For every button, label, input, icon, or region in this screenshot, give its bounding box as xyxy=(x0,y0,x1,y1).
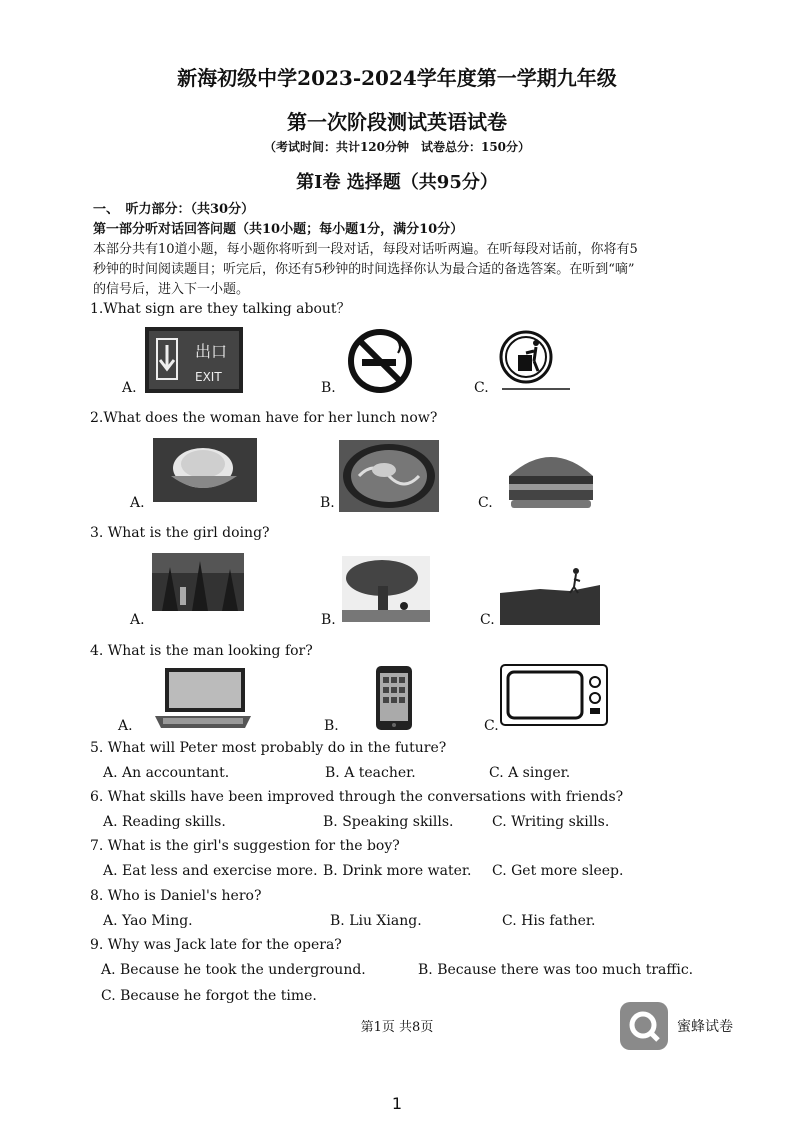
question-stem: 7. What is the girl's suggestion for the boy? xyxy=(90,838,400,854)
answer-option: C. Get more sleep. xyxy=(492,863,624,879)
instruction-line: 秒钟的时间阅读题目；听完后，你还有5秒钟的时间选择你认为最合适的备选答案。在听到“嘀” xyxy=(93,262,635,277)
forest-scene-image xyxy=(152,553,244,611)
option-label: C. xyxy=(478,495,493,511)
option-label: A. xyxy=(130,495,145,511)
question-stem: 1.What sign are they talking about？ xyxy=(90,301,351,317)
option-label: B. xyxy=(321,612,336,628)
answer-option: C. His father. xyxy=(502,913,596,929)
answer-option: B. Liu Xiang. xyxy=(330,913,422,929)
noodles-image xyxy=(339,440,439,512)
no-smoking-sign-image xyxy=(348,329,412,393)
answer-option: B. Drink more water. xyxy=(323,863,472,879)
tree-scene-image xyxy=(342,556,430,622)
instruction-line: 本部分共有10道小题，每小题你将听到一段对话，每段对话听两遍。在听每段对话前，你将有5 xyxy=(93,242,638,257)
answer-option: C. Because he forgot the time. xyxy=(101,988,317,1004)
option-label: A. xyxy=(118,718,133,734)
instruction-line: 的信号后，进入下一小题。 xyxy=(93,282,250,297)
question-stem: 4. What is the man looking for? xyxy=(90,643,313,659)
exit-sign-image xyxy=(145,327,243,393)
exam-info: （考试时间：共计120分钟 试卷总分：150分） xyxy=(263,140,531,154)
question-stem: 9. Why was Jack late for the opera? xyxy=(90,937,342,953)
rice-bowl-image xyxy=(153,438,257,502)
option-label: A. xyxy=(130,612,145,628)
mobile-phone-image xyxy=(375,665,413,731)
question-stem: 3. What is the girl doing? xyxy=(90,525,270,541)
answer-option: B. A teacher. xyxy=(325,765,416,781)
climbing-scene-image xyxy=(500,565,600,625)
option-label: C. xyxy=(480,612,495,628)
brand-logo-icon xyxy=(620,1002,668,1050)
answer-option: C. A singer. xyxy=(489,765,571,781)
page-number: 1 xyxy=(391,1094,403,1113)
page-info: 第1页 共8页 xyxy=(360,1020,434,1035)
question-stem: 6. What skills have been improved through the conversations with friends? xyxy=(90,789,624,805)
answer-option: A. Yao Ming. xyxy=(103,913,193,929)
exit-en-text: EXIT xyxy=(195,370,222,384)
question-stem: 5. What will Peter most probably do in the future? xyxy=(90,740,447,756)
option-label: B. xyxy=(321,380,336,396)
brand-name: 蜜蜂试卷 xyxy=(677,1019,733,1035)
option-label: B. xyxy=(324,718,339,734)
school-title: 新海初级中学2023-2024学年度第一学期九年级 xyxy=(177,66,617,90)
section-heading: 一、 听力部分：（共30分） xyxy=(93,202,255,217)
answer-option: C. Writing skills. xyxy=(492,814,610,830)
option-label: C. xyxy=(474,380,489,396)
option-label: B. xyxy=(320,495,335,511)
exit-cn-text: 出口 xyxy=(195,342,228,361)
laptop-image xyxy=(153,666,253,732)
hamburger-image xyxy=(503,438,599,514)
answer-option: A. Reading skills. xyxy=(103,814,226,830)
question-stem: 8. Who is Daniel's hero? xyxy=(90,888,262,904)
no-littering-sign-image xyxy=(498,327,570,395)
option-label: A. xyxy=(122,380,137,396)
question-stem: 2.What does the woman have for her lunch now? xyxy=(90,410,438,426)
answer-option: A. Eat less and exercise more. xyxy=(103,863,318,879)
answer-option: B. Because there was too much traffic. xyxy=(418,962,694,978)
answer-option: B. Speaking skills. xyxy=(323,814,454,830)
part-heading: 第一部分听对话回答问题（共10小题；每小题1分，满分10分） xyxy=(93,222,464,237)
television-image xyxy=(500,664,608,726)
option-label: C. xyxy=(484,718,499,734)
exam-title: 第一次阶段测试英语试卷 xyxy=(287,110,507,134)
answer-option: A. Because he took the underground. xyxy=(101,962,366,978)
volume-title: 第Ⅰ卷 选择题（共95分） xyxy=(296,172,498,193)
answer-option: A. An accountant. xyxy=(103,765,230,781)
